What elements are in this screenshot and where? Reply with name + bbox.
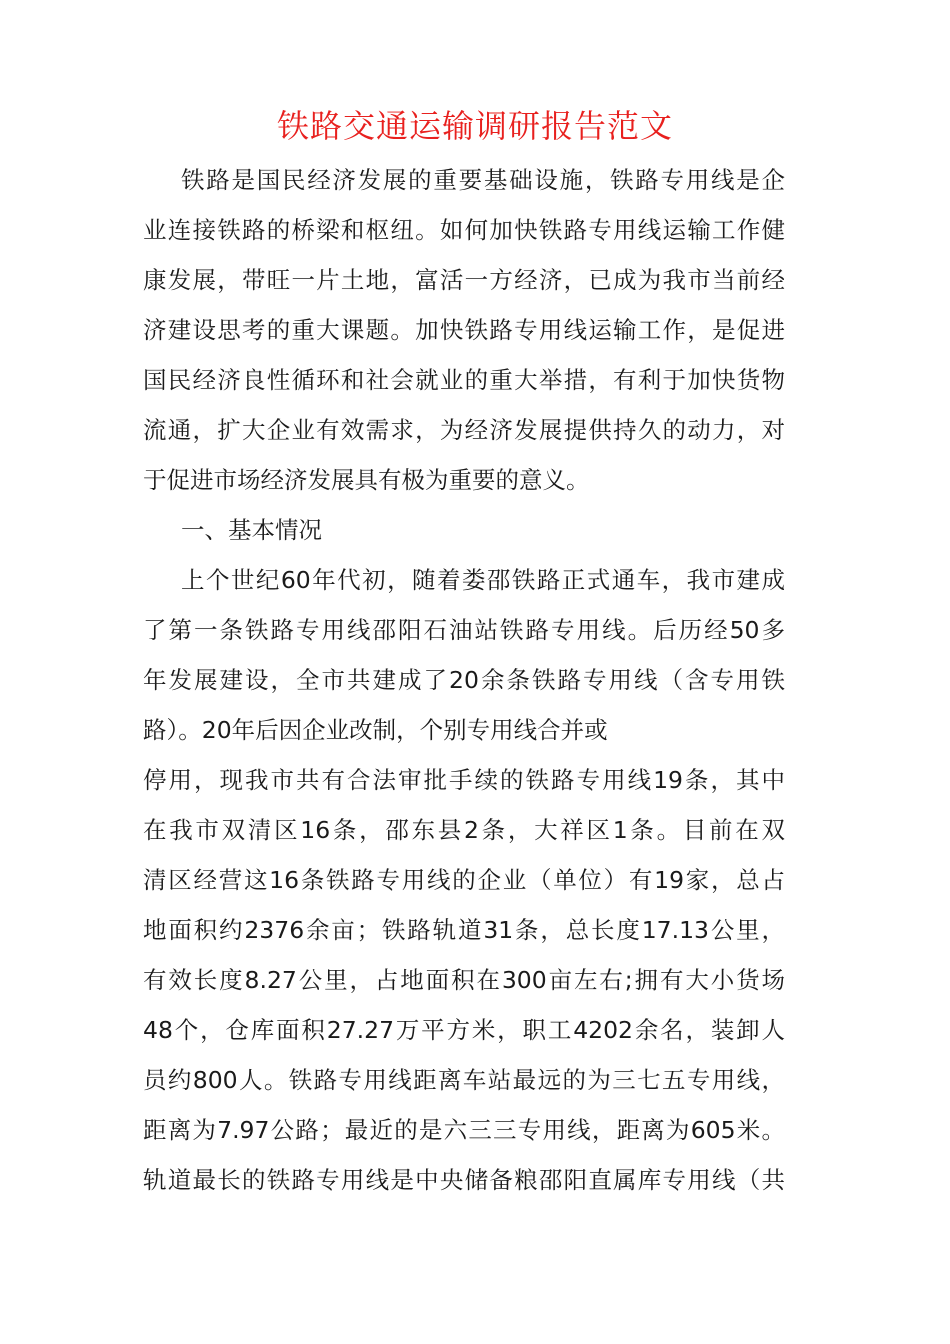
text-line: 停用，现我市共有合法审批手续的铁路专用线19条，其中 — [143, 766, 785, 794]
text-line: 年发展建设，全市共建成了20余条铁路专用线（含专用铁 — [143, 666, 785, 694]
text-line: 48个，仓库面积27.27万平方米，职工4202余名，装卸人 — [143, 1016, 785, 1044]
text-line: 铁路是国民经济发展的重要基础设施，铁路专用线是企 — [181, 166, 785, 194]
text-line: 清区经营这16条铁路专用线的企业（单位）有19家，总占 — [143, 866, 785, 894]
text-line: 上个世纪60年代初，随着娄邵铁路正式通车，我市建成 — [181, 566, 785, 594]
text-line: 了第一条铁路专用线邵阳石油站铁路专用线。后历经50多 — [143, 616, 785, 644]
section-heading: 一、基本情况 — [181, 516, 322, 544]
text-line: 轨道最长的铁路专用线是中央储备粮邵阳直属库专用线（共 — [143, 1166, 785, 1194]
text-line: 流通，扩大企业有效需求，为经济发展提供持久的动力，对 — [143, 416, 785, 444]
text-line: 距离为7.97公路；最近的是六三三专用线，距离为605米。 — [143, 1116, 785, 1144]
text-line: 员约800人。铁路专用线距离车站最远的为三七五专用线， — [143, 1066, 785, 1094]
section-basic-situation — [143, 505, 785, 1205]
text-line: 路）。20年后因企业改制，个别专用线合并或 — [143, 716, 608, 744]
text-line: 济建设思考的重大课题。加快铁路专用线运输工作，是促进 — [143, 316, 785, 344]
text-line: 在我市双清区16条，邵东县2条，大祥区1条。目前在双 — [143, 816, 785, 844]
text-line: 有效长度8.27公里，占地面积在300亩左右;拥有大小货场 — [143, 966, 785, 994]
document-title: 铁路交通运输调研报告范文 — [276, 107, 673, 145]
text-line: 地面积约2376余亩；铁路轨道31条，总长度17.13公里， — [143, 916, 785, 944]
text-line: 国民经济良性循环和社会就业的重大举措，有利于加快货物 — [143, 366, 785, 394]
text-line: 业连接铁路的桥梁和枢纽。如何加快铁路专用线运输工作健 — [143, 216, 785, 244]
intro-paragraph — [143, 155, 785, 505]
text-line: 于促进市场经济发展具有极为重要的意义。 — [143, 466, 590, 494]
text-line: 康发展，带旺一片土地，富活一方经济，已成为我市当前经 — [143, 266, 785, 294]
